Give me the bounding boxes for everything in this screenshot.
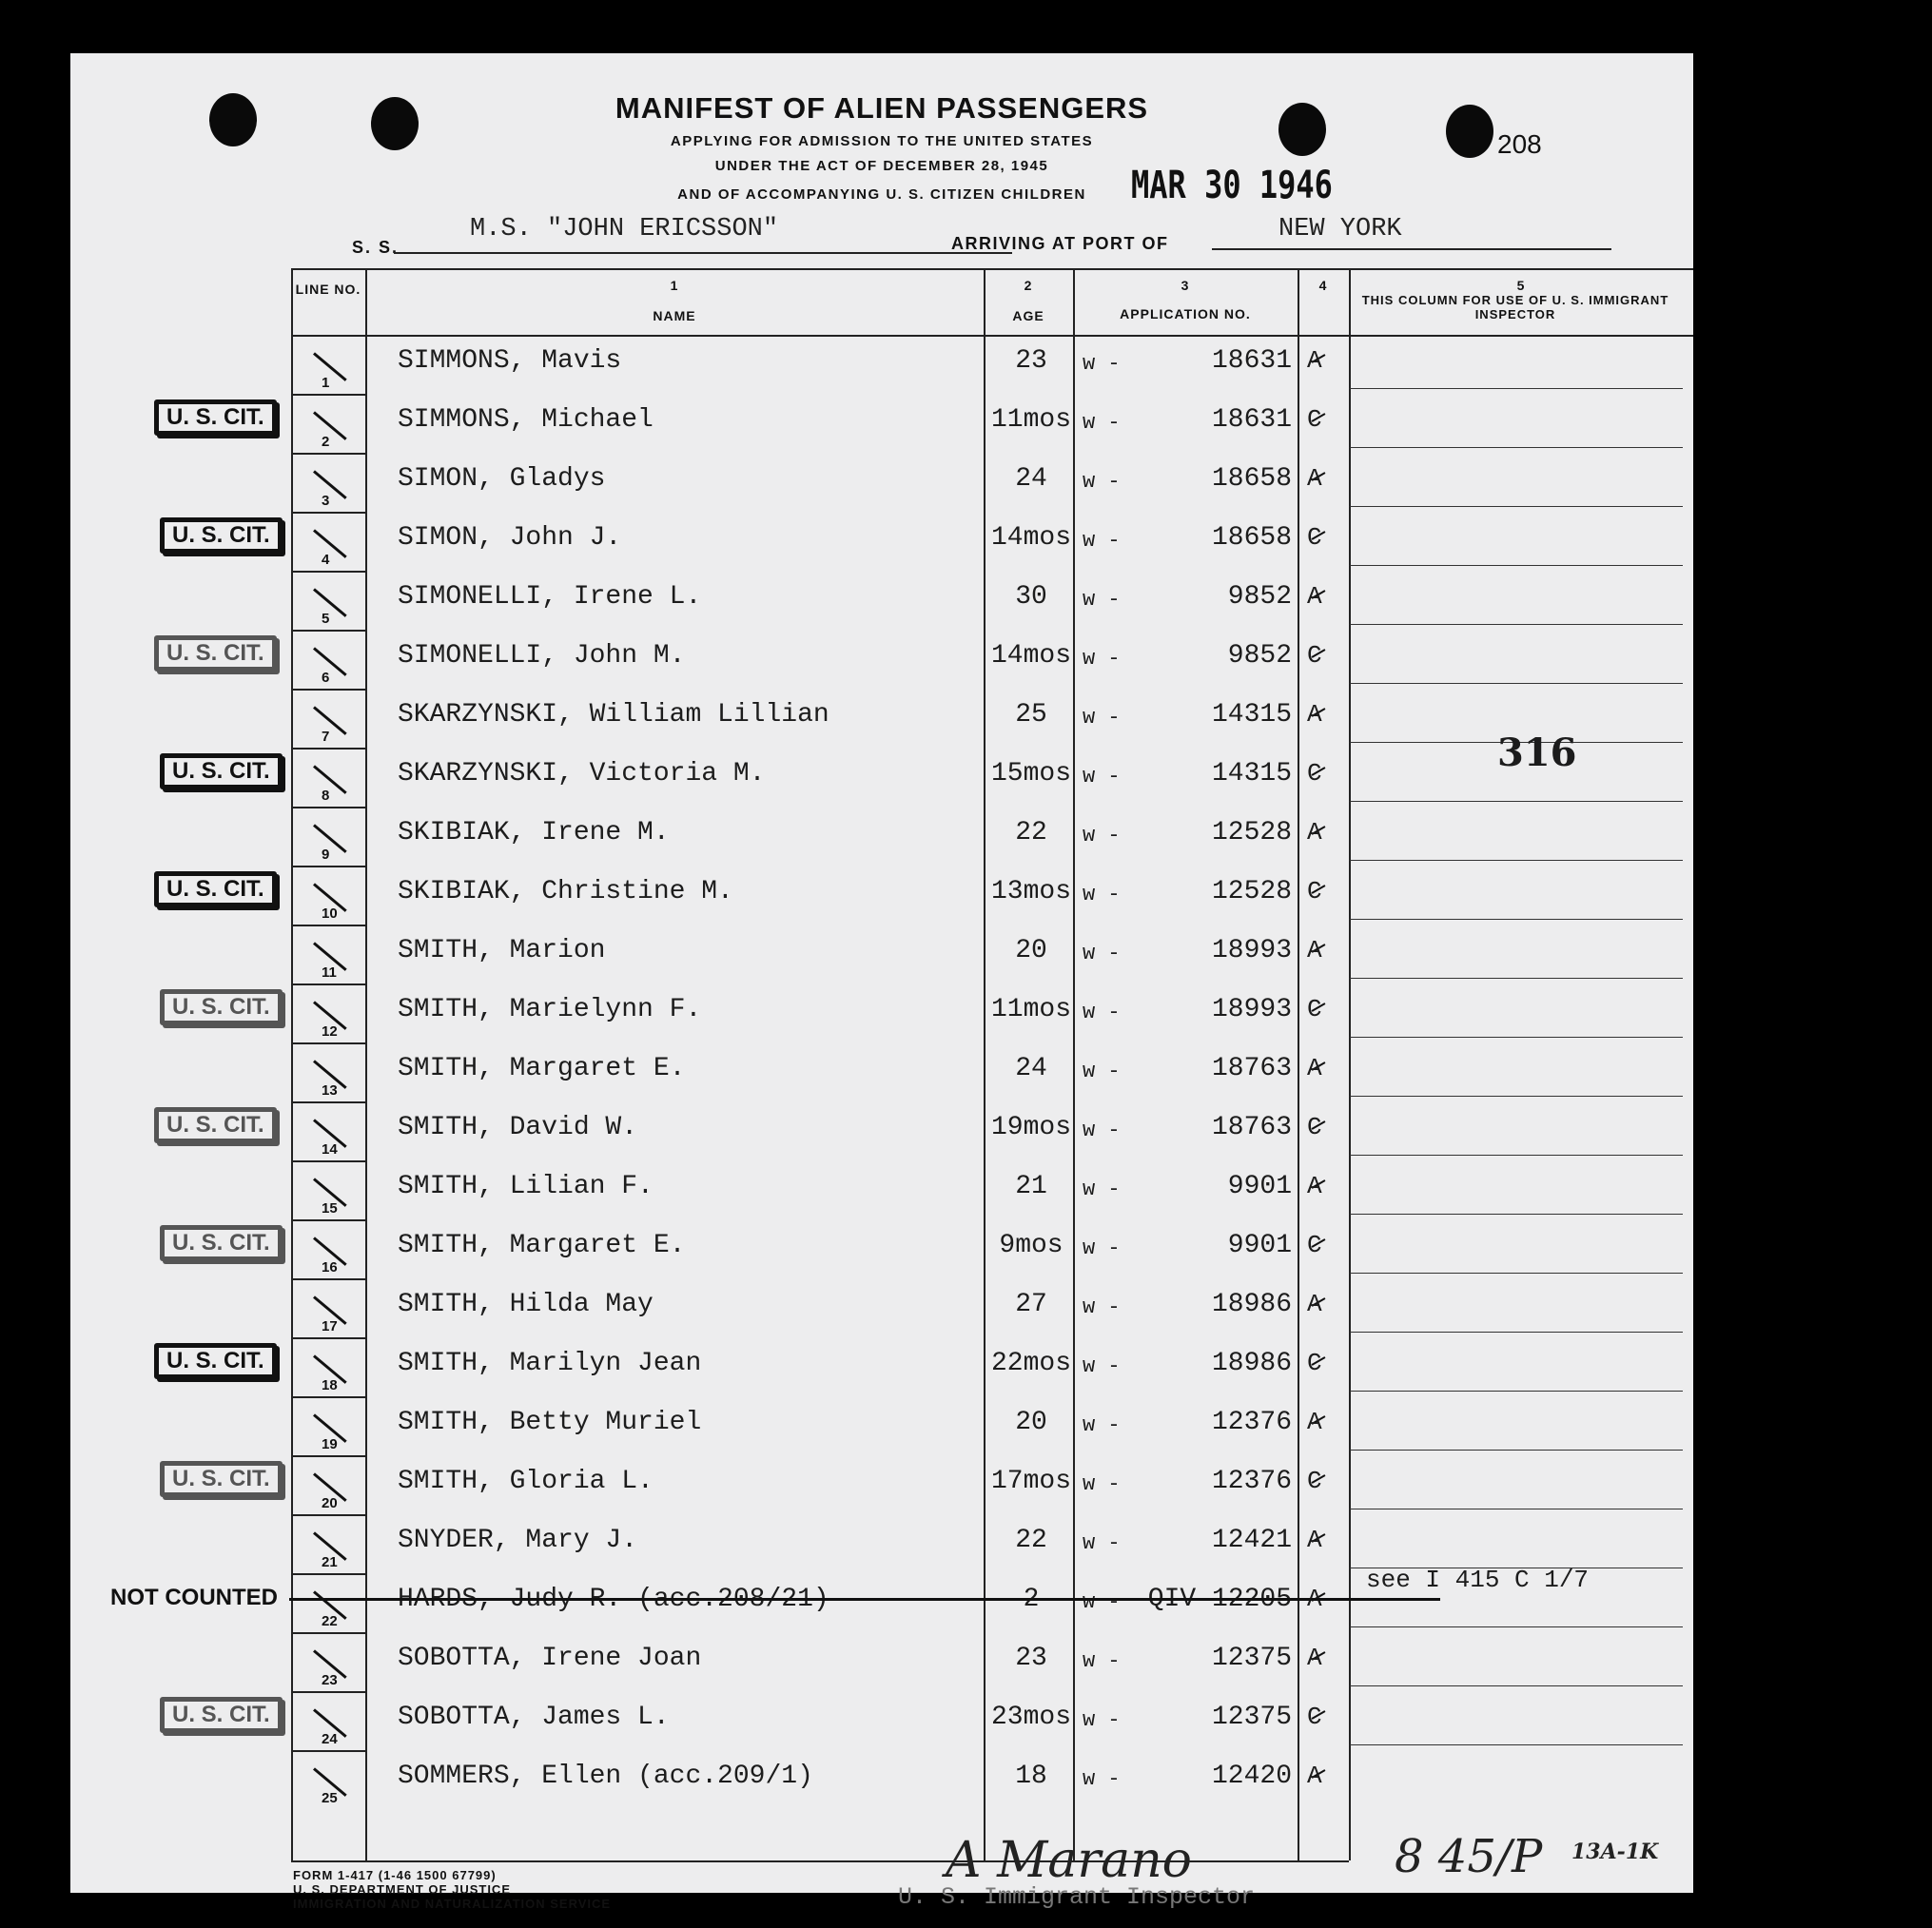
- class-code: C: [1307, 523, 1322, 552]
- inspector-row-line: [1350, 1155, 1683, 1156]
- class-code: C: [1307, 759, 1322, 788]
- application-prefix: w -: [1083, 1237, 1121, 1260]
- inspector-row-line: [1350, 1685, 1683, 1686]
- col-border: [984, 268, 986, 1860]
- inspector-row-line: [1350, 1626, 1683, 1627]
- line-number: 17: [322, 1318, 338, 1334]
- sheet-number: 208: [1497, 129, 1542, 159]
- line-number: 11: [322, 964, 337, 981]
- passenger-age: 9mos: [999, 1231, 1064, 1260]
- row-divider: [291, 925, 365, 926]
- passenger-age: 11mos: [990, 405, 1071, 435]
- us-citizen-stamp: U. S. CIT.: [160, 989, 283, 1025]
- inspector-row-line: [1350, 860, 1683, 861]
- passenger-name: HARDS, Judy R. (acc.208/21): [398, 1585, 829, 1614]
- passenger-age: 13mos: [990, 877, 1071, 906]
- inspector-row-line: [1350, 1037, 1683, 1038]
- passenger-age: 14mos: [990, 641, 1071, 671]
- us-citizen-stamp: U. S. CIT.: [160, 753, 283, 789]
- application-number: 18631: [1211, 346, 1292, 376]
- application-prefix: w -: [1083, 1060, 1121, 1083]
- header-col1-num: 1: [670, 278, 679, 293]
- row-divider: [291, 1101, 365, 1103]
- service-name: IMMIGRATION AND NATURALIZATION SERVICE: [293, 1897, 612, 1911]
- line-number: 7: [322, 729, 330, 745]
- application-number: 18658: [1211, 464, 1292, 494]
- class-code: A: [1307, 1408, 1322, 1436]
- application-prefix: w -: [1083, 1472, 1121, 1496]
- passenger-age: 24: [1015, 464, 1047, 494]
- row-divider: [291, 1514, 365, 1516]
- line-number: 4: [322, 552, 330, 568]
- check-mark: [313, 765, 347, 794]
- passenger-name: SMITH, Betty Muriel: [398, 1408, 702, 1437]
- count-note: 8 45/P: [1395, 1830, 1543, 1883]
- inspector-row-line: [1350, 388, 1683, 389]
- class-code: C: [1307, 1349, 1322, 1377]
- application-number: 12420: [1211, 1762, 1292, 1791]
- passenger-age: 2: [1023, 1585, 1040, 1614]
- header-col3-num: 3: [1181, 278, 1190, 293]
- passenger-name: SMITH, Marielynn F.: [398, 995, 702, 1024]
- class-code: C: [1307, 641, 1322, 670]
- passenger-age: 14mos: [990, 523, 1071, 553]
- inspector-row-line: [1350, 447, 1683, 448]
- ss-label: S. S.: [352, 238, 400, 257]
- us-citizen-stamp: U. S. CIT.: [154, 635, 277, 672]
- application-prefix: w -: [1083, 1001, 1121, 1024]
- application-prefix: w -: [1083, 1590, 1121, 1614]
- inspector-see-ref: see I 415 C 1/7: [1366, 1566, 1590, 1594]
- inspector-row-line: [1350, 1391, 1683, 1392]
- row-divider: [291, 1632, 365, 1634]
- date-stamp: MAR 30 1946: [1131, 164, 1333, 207]
- header-line-2: UNDER THE ACT OF DECEMBER 28, 1945: [714, 158, 1049, 174]
- passenger-name: SMITH, Margaret E.: [398, 1231, 686, 1260]
- inspector-row-line: [1350, 1214, 1683, 1215]
- inspector-row-line: [1350, 565, 1683, 566]
- passenger-name: SIMON, John J.: [398, 523, 622, 553]
- line-number: 16: [322, 1259, 338, 1276]
- application-prefix: w -: [1083, 1354, 1121, 1378]
- passenger-name: SMITH, Marilyn Jean: [398, 1349, 702, 1378]
- line-number: 13: [322, 1082, 338, 1099]
- inspector-row-line: [1350, 1332, 1683, 1333]
- line-number: 3: [322, 493, 330, 509]
- application-prefix: w -: [1083, 1413, 1121, 1437]
- line-number: 6: [322, 670, 330, 686]
- line-number: 25: [322, 1790, 338, 1806]
- class-code: C: [1307, 1113, 1322, 1141]
- passenger-name: SIMMONS, Michael: [398, 405, 654, 435]
- passenger-name: SMITH, David W.: [398, 1113, 638, 1142]
- class-code: C: [1307, 877, 1322, 906]
- passenger-name: SKIBIAK, Irene M.: [398, 818, 670, 847]
- us-citizen-stamp: U. S. CIT.: [154, 1107, 277, 1143]
- form-number: FORM 1-417 (1-46 1500 67799): [293, 1868, 497, 1882]
- passenger-age: 22: [1015, 818, 1047, 847]
- application-number: QIV 12205: [1147, 1585, 1292, 1614]
- row-divider: [291, 1455, 365, 1457]
- row-divider: [291, 1337, 365, 1339]
- check-mark: [313, 352, 347, 381]
- header-col4-num: 4: [1318, 278, 1328, 293]
- application-prefix: w -: [1083, 647, 1121, 671]
- row-divider: [291, 1691, 365, 1693]
- inspector-signature: A Marano: [946, 1832, 1192, 1889]
- application-prefix: w -: [1083, 1767, 1121, 1791]
- passenger-name: SMITH, Margaret E.: [398, 1054, 686, 1083]
- application-number: 12421: [1211, 1526, 1292, 1555]
- header-line-1: APPLYING FOR ADMISSION TO THE UNITED STATES: [670, 133, 1094, 149]
- application-number: 18993: [1211, 995, 1292, 1024]
- passenger-age: 19mos: [990, 1113, 1071, 1142]
- check-mark: [313, 706, 347, 735]
- application-number: 18986: [1211, 1290, 1292, 1319]
- row-divider: [291, 1278, 365, 1280]
- passenger-age: 24: [1015, 1054, 1047, 1083]
- application-number: 14315: [1211, 700, 1292, 730]
- application-prefix: w -: [1083, 588, 1121, 612]
- class-code: C: [1307, 405, 1322, 434]
- application-number: 12376: [1211, 1408, 1292, 1437]
- row-divider: [291, 571, 365, 573]
- inspector-row-line: [1350, 683, 1683, 684]
- port-label: ARRIVING AT PORT OF: [951, 234, 1169, 253]
- table-header-border: [291, 335, 1693, 337]
- line-number: 10: [322, 906, 338, 922]
- class-code: A: [1307, 1172, 1322, 1200]
- application-prefix: w -: [1083, 883, 1121, 906]
- application-prefix: w -: [1083, 411, 1121, 435]
- header-age: AGE: [1012, 308, 1044, 323]
- line-number: 22: [322, 1613, 338, 1629]
- application-number: 9852: [1227, 641, 1292, 671]
- us-citizen-stamp: U. S. CIT.: [160, 1225, 283, 1261]
- class-code: A: [1307, 1526, 1322, 1554]
- application-prefix: w -: [1083, 1119, 1121, 1142]
- passenger-name: SKIBIAK, Christine M.: [398, 877, 733, 906]
- line-number: 5: [322, 611, 330, 627]
- class-code: A: [1307, 464, 1322, 493]
- check-mark: [313, 529, 347, 558]
- passenger-age: 15mos: [990, 759, 1071, 789]
- row-divider: [291, 689, 365, 691]
- passenger-age: 22mos: [990, 1349, 1071, 1378]
- passenger-age: 20: [1015, 936, 1047, 965]
- row-divider: [291, 1573, 365, 1575]
- port-name: NEW YORK: [1278, 215, 1402, 243]
- class-code: A: [1307, 936, 1322, 964]
- check-mark: [313, 647, 347, 676]
- line-number: 9: [322, 847, 330, 863]
- class-code: A: [1307, 1644, 1322, 1672]
- passenger-age: 23mos: [990, 1703, 1071, 1732]
- check-mark: [313, 588, 347, 617]
- passenger-name: SOBOTTA, James L.: [398, 1703, 670, 1732]
- passenger-age: 27: [1015, 1290, 1047, 1319]
- application-prefix: w -: [1083, 529, 1121, 553]
- passenger-name: SKARZYNSKI, Victoria M.: [398, 759, 766, 789]
- application-number: 18993: [1211, 936, 1292, 965]
- application-number: 18763: [1211, 1113, 1292, 1142]
- row-divider: [291, 807, 365, 808]
- line-number: 12: [322, 1023, 338, 1040]
- application-number: 12528: [1211, 818, 1292, 847]
- department: U. S. DEPARTMENT OF JUSTICE: [293, 1882, 511, 1897]
- application-number: 18986: [1211, 1349, 1292, 1378]
- inspector-row-line: [1350, 506, 1683, 507]
- not-counted-stamp: NOT COUNTED: [110, 1585, 278, 1610]
- inspector-row-line: [1350, 1273, 1683, 1274]
- inspector-label: U. S. Immigrant Inspector: [898, 1883, 1256, 1911]
- inspector-row-line: [1350, 978, 1683, 979]
- passenger-age: 18: [1015, 1762, 1047, 1791]
- row-divider: [291, 983, 365, 985]
- us-citizen-stamp: U. S. CIT.: [160, 1461, 283, 1497]
- class-code: A: [1307, 1290, 1322, 1318]
- passenger-name: SMITH, Marion: [398, 936, 606, 965]
- us-citizen-stamp: U. S. CIT.: [154, 871, 277, 907]
- header-line-3: AND OF ACCOMPANYING U. S. CITIZEN CHILDREN: [677, 186, 1086, 203]
- class-code: A: [1307, 1054, 1322, 1082]
- application-number: 9901: [1227, 1172, 1292, 1201]
- line-number: 19: [322, 1436, 338, 1452]
- class-code: A: [1307, 1762, 1322, 1790]
- check-mark: [313, 824, 347, 853]
- passenger-name: SIMONELLI, John M.: [398, 641, 686, 671]
- row-divider: [291, 453, 365, 455]
- application-number: 9901: [1227, 1231, 1292, 1260]
- application-number: 12376: [1211, 1467, 1292, 1496]
- passenger-name: SMITH, Lilian F.: [398, 1172, 654, 1201]
- class-code: A: [1307, 818, 1322, 847]
- line-number: 21: [322, 1554, 338, 1570]
- passenger-age: 17mos: [990, 1467, 1071, 1496]
- manifest-page: [70, 53, 1693, 1911]
- us-citizen-stamp: U. S. CIT.: [160, 517, 283, 554]
- inspector-row-line: [1350, 1744, 1683, 1745]
- us-citizen-stamp: U. S. CIT.: [154, 399, 277, 436]
- application-number: 12375: [1211, 1703, 1292, 1732]
- row-divider: [291, 1219, 365, 1221]
- line-number: 18: [322, 1377, 338, 1393]
- line-number: 1: [322, 375, 330, 391]
- class-code: A: [1307, 346, 1322, 375]
- passenger-name: SKARZYNSKI, William Lillian: [398, 700, 829, 730]
- inspector-row-line: [1350, 1096, 1683, 1097]
- inspector-count: 316: [1497, 730, 1577, 775]
- ss-underline: [394, 252, 1012, 254]
- application-prefix: w -: [1083, 470, 1121, 494]
- us-citizen-stamp: U. S. CIT.: [154, 1343, 277, 1379]
- application-prefix: w -: [1083, 706, 1121, 730]
- line-number: 15: [322, 1200, 338, 1217]
- us-citizen-stamp: U. S. CIT.: [160, 1697, 283, 1733]
- check-mark: [313, 411, 347, 440]
- col-border: [1298, 268, 1299, 1860]
- line-number: 20: [322, 1495, 338, 1511]
- application-prefix: w -: [1083, 1178, 1121, 1201]
- row-divider: [291, 394, 365, 396]
- class-code: C: [1307, 1231, 1322, 1259]
- passenger-name: SMITH, Hilda May: [398, 1290, 654, 1319]
- application-prefix: w -: [1083, 1649, 1121, 1673]
- application-number: 18658: [1211, 523, 1292, 553]
- passenger-name: SIMONELLI, Irene L.: [398, 582, 702, 612]
- application-number: 12375: [1211, 1644, 1292, 1673]
- application-number: 12528: [1211, 877, 1292, 906]
- passenger-name: SOBOTTA, Irene Joan: [398, 1644, 702, 1673]
- row-divider: [291, 630, 365, 632]
- line-number: 2: [322, 434, 330, 450]
- passenger-age: 22: [1015, 1526, 1047, 1555]
- application-prefix: w -: [1083, 352, 1121, 376]
- application-prefix: w -: [1083, 942, 1121, 965]
- inspector-row-line: [1350, 801, 1683, 802]
- ship-name: M.S. "JOHN ERICSSON": [470, 215, 779, 243]
- not-counted-strike-line: [289, 1598, 1440, 1601]
- application-number: 14315: [1211, 759, 1292, 789]
- application-prefix: w -: [1083, 1708, 1121, 1732]
- line-number: 23: [322, 1672, 338, 1688]
- line-number: 14: [322, 1141, 338, 1158]
- col-border: [1349, 268, 1351, 1860]
- line-number: 8: [322, 788, 330, 804]
- row-divider: [291, 1160, 365, 1162]
- application-number: 18631: [1211, 405, 1292, 435]
- row-divider: [291, 1396, 365, 1398]
- manifest-title: MANIFEST OF ALIEN PASSENGERS: [615, 91, 1149, 125]
- port-underline: [1212, 248, 1611, 250]
- batch-code: 13A-1K: [1571, 1840, 1659, 1864]
- class-code: C: [1307, 1703, 1322, 1731]
- application-prefix: w -: [1083, 765, 1121, 789]
- class-code: A: [1307, 700, 1322, 729]
- application-prefix: w -: [1083, 824, 1121, 847]
- application-prefix: w -: [1083, 1295, 1121, 1319]
- line-number: 24: [322, 1731, 338, 1747]
- row-divider: [291, 1750, 365, 1752]
- application-number: 18763: [1211, 1054, 1292, 1083]
- passenger-name: SNYDER, Mary J.: [398, 1526, 638, 1555]
- row-divider: [291, 512, 365, 514]
- header-col2-num: 2: [1024, 278, 1033, 293]
- col-border: [365, 268, 367, 1860]
- passenger-age: 20: [1015, 1408, 1047, 1437]
- inspector-row-line: [1350, 624, 1683, 625]
- passenger-name: SIMON, Gladys: [398, 464, 606, 494]
- col-border: [291, 268, 293, 1860]
- application-number: 9852: [1227, 582, 1292, 612]
- class-code: A: [1307, 1585, 1322, 1613]
- application-prefix: w -: [1083, 1531, 1121, 1555]
- class-code: C: [1307, 1467, 1322, 1495]
- inspector-row-line: [1350, 1450, 1683, 1451]
- passenger-age: 23: [1015, 346, 1047, 376]
- header-line-no: LINE NO.: [295, 282, 361, 297]
- passenger-age: 25: [1015, 700, 1047, 730]
- inspector-row-line: [1350, 919, 1683, 920]
- passenger-age: 30: [1015, 582, 1047, 612]
- passenger-age: 23: [1015, 1644, 1047, 1673]
- passenger-name: SMITH, Gloria L.: [398, 1467, 654, 1496]
- class-code: C: [1307, 995, 1322, 1023]
- passenger-age: 11mos: [990, 995, 1071, 1024]
- header-inspector-column: THIS COLUMN FOR USE OF U. S. IMMIGRANT INSPECTOR: [1361, 293, 1669, 321]
- row-divider: [291, 1042, 365, 1044]
- header-name: NAME: [653, 308, 696, 323]
- passenger-name: SIMMONS, Mavis: [398, 346, 622, 376]
- class-code: A: [1307, 582, 1322, 611]
- header-col5-num: 5: [1516, 278, 1526, 293]
- header-application-no: APPLICATION NO.: [1120, 306, 1251, 321]
- check-mark: [313, 470, 347, 499]
- row-divider: [291, 748, 365, 750]
- passenger-name: SOMMERS, Ellen (acc.209/1): [398, 1762, 813, 1791]
- row-divider: [291, 866, 365, 867]
- passenger-age: 21: [1015, 1172, 1047, 1201]
- table-top-border: [291, 268, 1693, 270]
